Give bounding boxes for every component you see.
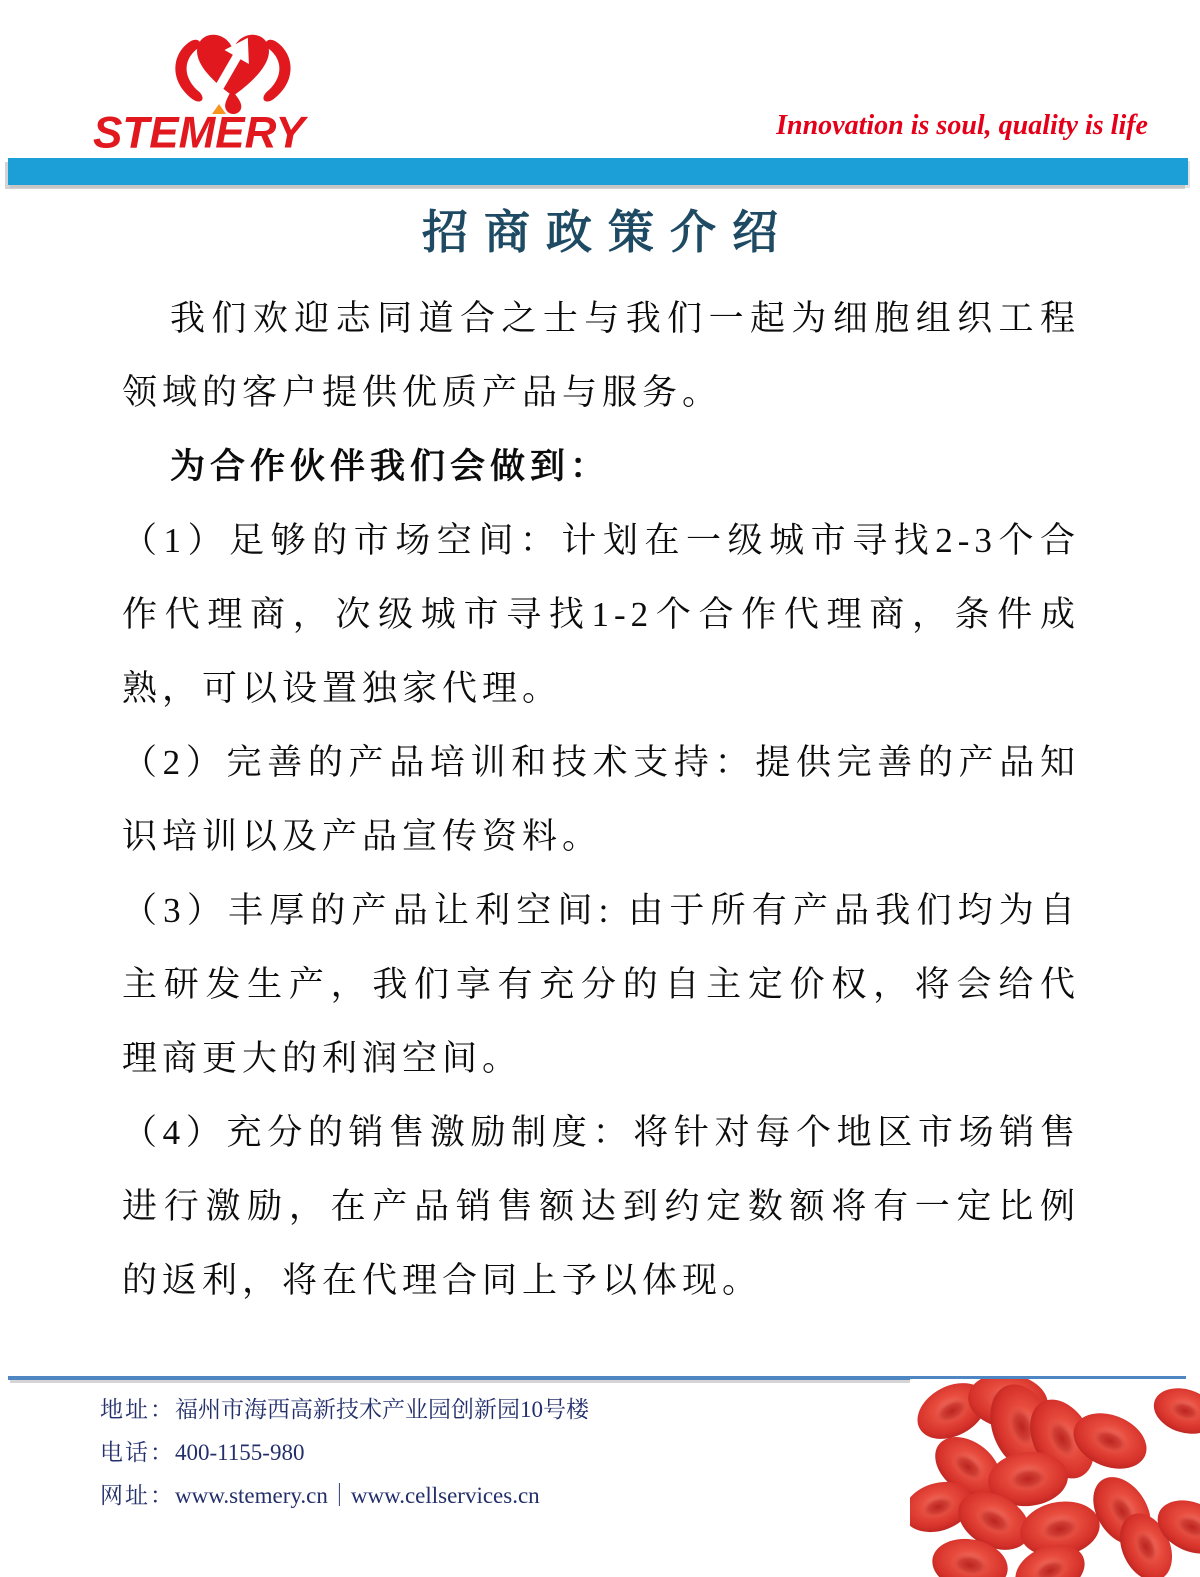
policy-item-1-label: （1） (122, 521, 230, 560)
address-label: 地址： (100, 1397, 175, 1422)
policy-item-1-text: 足够的市场空间：计划在一级城市寻找2-3个合作代理商，次级城市寻找1-2个合作代理商，条件成熟，可以设置独家代理。 (122, 521, 1080, 708)
footer-address-line (100, 1388, 589, 1431)
policy-item-3-text: 丰厚的产品让利空间: 由于所有产品我们均为自主研发生产，我们享有充分的自主定价权，将会给代理商更大的利润空间。 (122, 891, 1080, 1078)
footer-website-line (100, 1474, 589, 1517)
policy-item-2-text: 完善的产品培训和技术支持：提供完善的产品知识培训以及产品宣传资料。 (122, 743, 1080, 856)
policy-item-2-label: （2） (122, 743, 227, 782)
policy-item-4-text: 充分的销售激励制度：将针对每个地区市场销售进行激励，在产品销售额达到约定数额将有一定比例的返利，将在代理合同上予以体现。 (122, 1113, 1080, 1300)
document-body (122, 282, 1080, 1318)
phone-value: 400-1155-980 (175, 1440, 305, 1465)
phone-label: 电话： (100, 1440, 175, 1465)
page-title: 招商政策介绍 (422, 207, 794, 258)
website-value: www.stemery.cn｜www.cellservices.cn (175, 1483, 540, 1508)
footer-contact-block (100, 1388, 589, 1517)
policy-item-4-label: （4） (122, 1113, 227, 1152)
blood-cells-image (910, 1379, 1200, 1577)
address-value: 福州市海西高新技术产业园创新园10号楼 (175, 1397, 589, 1422)
stemery-heart-logo-icon (138, 16, 328, 116)
logo-wordmark: STEMERY (93, 107, 305, 158)
intro-paragraph: 我们欢迎志同道合之士与我们一起为细胞组织工程领域的客户提供优质产品与服务。 (122, 299, 1080, 412)
website-label: 网址： (100, 1483, 175, 1508)
policy-item-4 (122, 1096, 1080, 1318)
partner-subheading: 为合作伙伴我们会做到： (170, 447, 611, 486)
footer-phone-line (100, 1431, 589, 1474)
company-tagline: Innovation is soul, quality is life (776, 110, 1148, 141)
policy-item-2 (122, 726, 1080, 874)
policy-item-1 (122, 504, 1080, 726)
policy-item-3 (122, 874, 1080, 1096)
header-blue-bar (8, 158, 1188, 185)
policy-item-3-label: （3） (122, 891, 229, 930)
